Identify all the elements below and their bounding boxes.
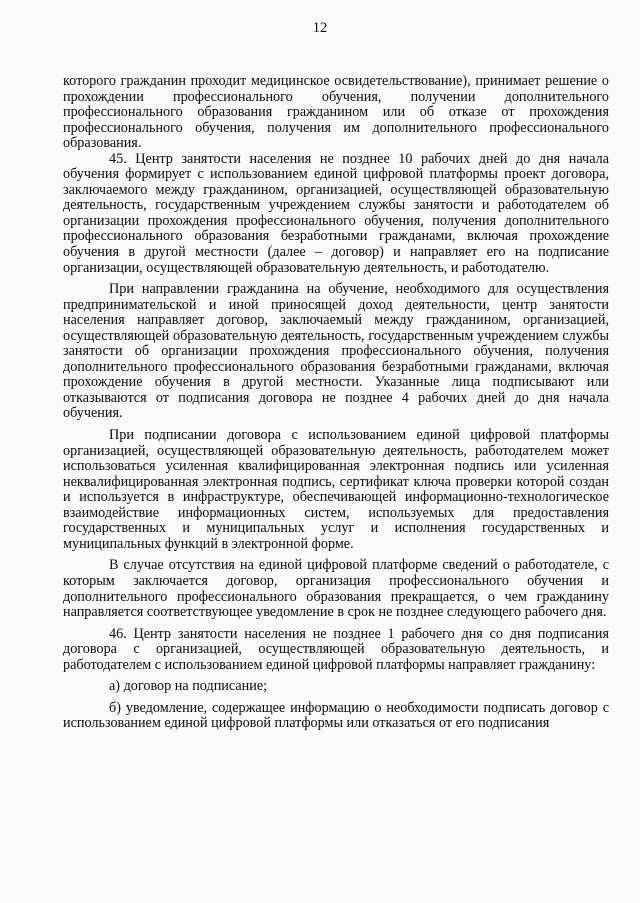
- list-item-b: б) уведомление, содержащее информацию о необходимости подписать договор с использованием единой цифровой платформы или отказаться от его подписания: [63, 699, 609, 732]
- paragraph-electronic-signature: При подписании договора с использованием единой цифровой платформы организацией, осуществляющей образовательную деятельность, работодателем может использоваться усиленная квалифицированная электронная подпись или усиленная неквалифицированная электронная подпись, сертификат ключа проверки которой создан и используется в инфраструктуре, обеспечивающей информационно-технологическое взаимодействие информационных систем, используемых для предоставления государственных и муниципальных услуг и исполнения государственных и муниципальных функций в электронной форме.: [63, 427, 609, 552]
- paragraph-clause-46: 46. Центр занятости населения не позднее 1 рабочего дня со дня подписания договора с организацией, осуществляющей образовательную деятельность, и работодателем с использованием единой цифровой платформы направляет гражданину:: [63, 625, 609, 673]
- paragraph-no-employer-info: В случае отсутствия на единой цифровой платформе сведений о работодателе, с которым заключается договор, организация профессионального обучения и дополнительного профессионального образования прекращается, о чем гражданину направляется соответствующее уведомление в срок не позднее следующего рабочего дня.: [63, 557, 609, 621]
- paragraph-continuation: которого гражданин проходит медицинское освидетельствование), принимает решение о прохождении профессионального обучения, получении дополнительного профессионального образования гражданином или об отказе от прохождения профессионального обучения, получения им дополнительного профессионального образования.: [63, 73, 609, 152]
- document-body: [63, 74, 609, 732]
- paragraph-clause-45: 45. Центр занятости населения не позднее 10 рабочих дней до дня начала обучения формирует с использованием единой цифровой платформы проект договора, заключаемого между гражданином, организацией, осуществляющей образовательную деятельность, государственным учреждением службы занятости и работодателем об организации прохождения профессионального обучения, получения дополнительного профессионального образования безработными гражданами, включая прохождение обучения в другой местности (далее – договор) и направляет его на подписание организации, осуществляющей образовательную деятельность, и работодателю.: [63, 150, 609, 276]
- paragraph-entrepreneurship-training: При направлении гражданина на обучение, необходимого для осуществления предпринимательской и иной приносящей доход деятельности, центр занятости населения направляет договор, заключаемый между гражданином, организацией, осуществляющей образовательную деятельность, государственным учреждением службы занятости об организации прохождения профессионального обучения, получения дополнительного профессионального образования безработными гражданами, включая прохождение обучения в другой местности. Указанные лица подписывают или отказываются от подписания договора не позднее 4 рабочих дней до дня начала обучения.: [63, 281, 609, 422]
- page-number: 12: [312, 20, 328, 36]
- list-item-a: а) договор на подписание;: [109, 678, 268, 695]
